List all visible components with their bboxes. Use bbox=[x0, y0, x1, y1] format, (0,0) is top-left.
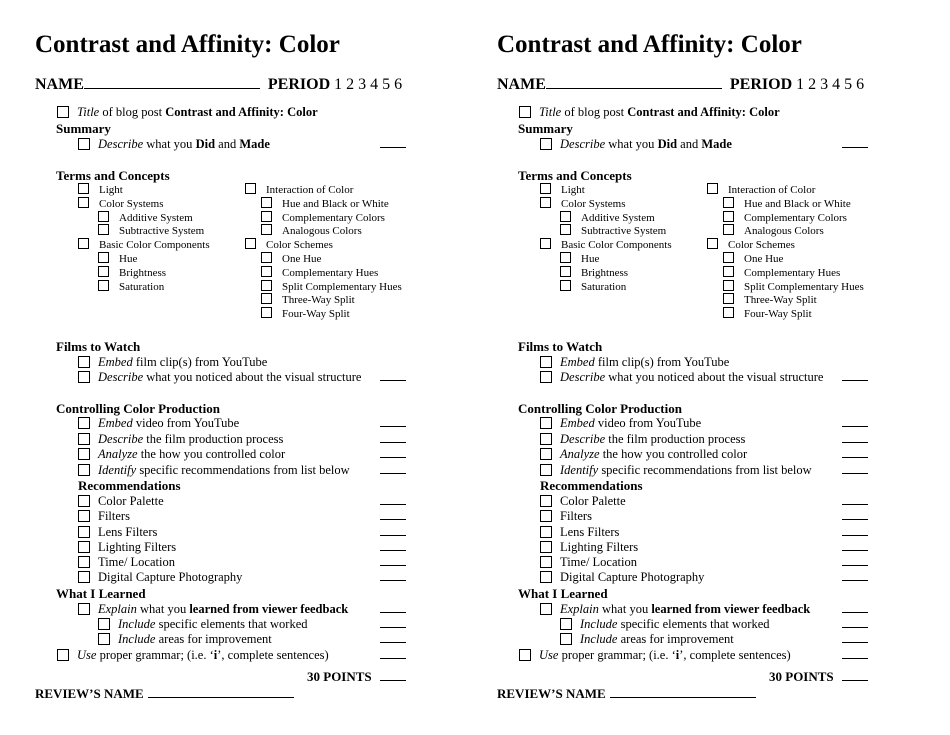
points-total-blank[interactable] bbox=[842, 680, 868, 681]
points-blank[interactable] bbox=[842, 632, 868, 647]
points-blank[interactable] bbox=[380, 137, 406, 152]
checkbox[interactable] bbox=[78, 371, 90, 383]
term-item: Three-Way Split bbox=[261, 293, 355, 306]
points-blank[interactable] bbox=[842, 540, 868, 555]
checkbox[interactable] bbox=[723, 197, 734, 208]
checkbox[interactable] bbox=[98, 211, 109, 222]
recommendation-item: Lighting Filters bbox=[78, 540, 176, 555]
term-item: Brightness bbox=[98, 266, 166, 279]
recommendation-item: Lens Filters bbox=[78, 525, 157, 540]
recommendation-item: Time/ Location bbox=[78, 555, 175, 570]
points-blank[interactable] bbox=[842, 509, 868, 524]
period-label: PERIOD bbox=[729, 76, 793, 93]
checkbox[interactable] bbox=[261, 252, 272, 263]
checkbox[interactable] bbox=[98, 618, 110, 630]
recommendation-item: Lens Filters bbox=[540, 525, 619, 540]
term-item: Color Schemes bbox=[707, 238, 795, 251]
term-item: Complementary Hues bbox=[261, 266, 378, 279]
checkbox[interactable] bbox=[560, 618, 572, 630]
checkbox[interactable] bbox=[707, 238, 718, 249]
controlling-item: Analyze the how you controlled color bbox=[540, 447, 747, 462]
worksheet-2 bbox=[497, 0, 950, 735]
controlling-heading: Controlling Color Production bbox=[518, 401, 682, 416]
recommendations-heading: Recommendations bbox=[540, 478, 643, 493]
controlling-heading: Controlling Color Production bbox=[56, 401, 220, 416]
points-blank[interactable] bbox=[842, 463, 868, 478]
checkbox[interactable] bbox=[78, 448, 90, 460]
checkbox[interactable] bbox=[78, 417, 90, 429]
name-blank[interactable] bbox=[84, 88, 260, 89]
checkbox[interactable] bbox=[540, 197, 551, 208]
points-blank[interactable] bbox=[380, 370, 406, 385]
learned-heading: What I Learned bbox=[56, 586, 146, 601]
points-blank[interactable] bbox=[842, 494, 868, 509]
term-item: Hue bbox=[98, 252, 137, 265]
checkbox[interactable] bbox=[540, 464, 552, 476]
checkbox[interactable] bbox=[540, 138, 552, 150]
checkbox[interactable] bbox=[540, 541, 552, 553]
term-item: Four-Way Split bbox=[261, 307, 350, 320]
grammar-item: Use proper grammar; (i.e. ‘i’, complete sentences) bbox=[519, 648, 791, 663]
include-item: Include areas for improvement bbox=[560, 632, 734, 647]
recommendation-item: Filters bbox=[78, 509, 130, 524]
checkbox[interactable] bbox=[245, 238, 256, 249]
term-item: Complementary Colors bbox=[261, 211, 385, 224]
checkbox[interactable] bbox=[540, 371, 552, 383]
summary-heading: Summary bbox=[518, 121, 573, 136]
term-item: Interaction of Color bbox=[707, 183, 815, 196]
page-title: Contrast and Affinity: Color bbox=[497, 31, 802, 58]
include-item: Include specific elements that worked bbox=[98, 617, 308, 632]
checkbox[interactable] bbox=[723, 280, 734, 291]
recommendation-item: Time/ Location bbox=[540, 555, 637, 570]
blog-title-item: Title of blog post Contrast and Affinity: Color bbox=[57, 105, 318, 120]
term-item: Hue and Black or White bbox=[723, 197, 851, 210]
controlling-item: Describe the film production process bbox=[78, 432, 283, 447]
points-blank[interactable] bbox=[380, 416, 406, 431]
checkbox[interactable] bbox=[78, 197, 89, 208]
checkbox[interactable] bbox=[723, 211, 734, 222]
checkbox[interactable] bbox=[78, 356, 90, 368]
term-item: Color Systems bbox=[540, 197, 625, 210]
summary-item: Describe what you Did and Made bbox=[540, 137, 732, 152]
term-item: Split Complementary Hues bbox=[723, 280, 864, 293]
name-period-line bbox=[497, 76, 864, 94]
points-blank[interactable] bbox=[380, 447, 406, 462]
grammar-item: Use proper grammar; (i.e. ‘i’, complete sentences) bbox=[57, 648, 329, 663]
points-blank[interactable] bbox=[842, 648, 868, 663]
checkbox[interactable] bbox=[540, 495, 552, 507]
explain-item: Explain what you learned from viewer feedback bbox=[540, 602, 810, 617]
term-item: Basic Color Components bbox=[540, 238, 672, 251]
term-item: Color Systems bbox=[78, 197, 163, 210]
term-item: Three-Way Split bbox=[723, 293, 817, 306]
points-blank[interactable] bbox=[842, 525, 868, 540]
film-item: Describe what you noticed about the visual structure bbox=[540, 370, 823, 385]
checkbox[interactable] bbox=[261, 293, 272, 304]
points-blank[interactable] bbox=[380, 555, 406, 570]
checkbox[interactable] bbox=[723, 252, 734, 263]
checkbox[interactable] bbox=[261, 266, 272, 277]
period-options[interactable]: 1 2 3 4 5 6 bbox=[334, 76, 403, 93]
points-blank[interactable] bbox=[842, 617, 868, 632]
name-label: NAME bbox=[497, 76, 546, 93]
checkbox[interactable] bbox=[78, 510, 90, 522]
period-label: PERIOD bbox=[267, 76, 331, 93]
points-blank[interactable] bbox=[380, 617, 406, 632]
name-period-line bbox=[35, 76, 402, 94]
blog-title-item: Title of blog post Contrast and Affinity: Color bbox=[519, 105, 780, 120]
checkbox[interactable] bbox=[560, 633, 572, 645]
checkbox[interactable] bbox=[707, 183, 718, 194]
checkbox[interactable] bbox=[540, 510, 552, 522]
term-item: Split Complementary Hues bbox=[261, 280, 402, 293]
checkbox[interactable] bbox=[245, 183, 256, 194]
checkbox[interactable] bbox=[560, 266, 571, 277]
points-blank[interactable] bbox=[380, 602, 406, 617]
checkbox[interactable] bbox=[540, 417, 552, 429]
include-item: Include specific elements that worked bbox=[560, 617, 770, 632]
films-heading: Films to Watch bbox=[56, 339, 141, 354]
recommendation-item: Color Palette bbox=[78, 494, 164, 509]
worksheet-1 bbox=[35, 0, 497, 735]
term-item: Light bbox=[540, 183, 585, 196]
checkbox[interactable] bbox=[723, 293, 734, 304]
controlling-item: Embed video from YouTube bbox=[78, 416, 239, 431]
controlling-item: Describe the film production process bbox=[540, 432, 745, 447]
points-blank[interactable] bbox=[842, 555, 868, 570]
term-item: Analogous Colors bbox=[723, 224, 824, 237]
period-options[interactable]: 1 2 3 4 5 6 bbox=[796, 76, 865, 93]
reviewer-name-blank[interactable] bbox=[610, 697, 756, 698]
checkbox[interactable] bbox=[261, 307, 272, 318]
term-item: Saturation bbox=[98, 280, 164, 293]
checkbox[interactable] bbox=[519, 649, 531, 661]
points-blank[interactable] bbox=[380, 494, 406, 509]
name-label: NAME bbox=[35, 76, 84, 93]
checkbox[interactable] bbox=[78, 238, 89, 249]
term-item: Saturation bbox=[560, 280, 626, 293]
checkbox[interactable] bbox=[540, 571, 552, 583]
checkbox[interactable] bbox=[540, 433, 552, 445]
term-item: Hue bbox=[560, 252, 599, 265]
points-blank[interactable] bbox=[380, 540, 406, 555]
checkbox[interactable] bbox=[98, 224, 109, 235]
film-item: Embed film clip(s) from YouTube bbox=[540, 355, 729, 370]
checkbox[interactable] bbox=[78, 183, 89, 194]
term-item: Additive System bbox=[98, 211, 193, 224]
recommendation-item: Filters bbox=[540, 509, 592, 524]
points-blank[interactable] bbox=[842, 370, 868, 385]
points-blank[interactable] bbox=[842, 432, 868, 447]
term-item: One Hue bbox=[261, 252, 321, 265]
checkbox[interactable] bbox=[540, 603, 552, 615]
checkbox[interactable] bbox=[98, 252, 109, 263]
checkbox[interactable] bbox=[560, 224, 571, 235]
checkbox[interactable] bbox=[560, 211, 571, 222]
checkbox[interactable] bbox=[78, 495, 90, 507]
checkbox[interactable] bbox=[519, 106, 531, 118]
points-blank[interactable] bbox=[842, 602, 868, 617]
term-item: Subtractive System bbox=[560, 224, 666, 237]
summary-heading: Summary bbox=[56, 121, 111, 136]
controlling-item: Embed video from YouTube bbox=[540, 416, 701, 431]
checkbox[interactable] bbox=[57, 106, 69, 118]
term-item: Four-Way Split bbox=[723, 307, 812, 320]
points-blank[interactable] bbox=[380, 432, 406, 447]
checkbox[interactable] bbox=[261, 211, 272, 222]
include-item: Include areas for improvement bbox=[98, 632, 272, 647]
checkbox[interactable] bbox=[560, 252, 571, 263]
summary-item: Describe what you Did and Made bbox=[78, 137, 270, 152]
controlling-item: Identify specific recommendations from list below bbox=[540, 463, 812, 478]
controlling-item: Analyze the how you controlled color bbox=[78, 447, 285, 462]
recommendation-item: Digital Capture Photography bbox=[540, 570, 704, 585]
checkbox[interactable] bbox=[78, 603, 90, 615]
name-blank[interactable] bbox=[546, 88, 722, 89]
reviewer-name-blank[interactable] bbox=[148, 697, 294, 698]
checkbox[interactable] bbox=[723, 307, 734, 318]
points-blank[interactable] bbox=[842, 570, 868, 585]
checkbox[interactable] bbox=[540, 238, 551, 249]
film-item: Embed film clip(s) from YouTube bbox=[78, 355, 267, 370]
controlling-item: Identify specific recommendations from list below bbox=[78, 463, 350, 478]
term-item: Light bbox=[78, 183, 123, 196]
points-blank[interactable] bbox=[842, 447, 868, 462]
term-item: Hue and Black or White bbox=[261, 197, 389, 210]
reviewer-name-line: REVIEW’S NAME bbox=[497, 686, 756, 702]
checkbox[interactable] bbox=[57, 649, 69, 661]
recommendation-item: Color Palette bbox=[540, 494, 626, 509]
checkbox[interactable] bbox=[98, 633, 110, 645]
film-item: Describe what you noticed about the visual structure bbox=[78, 370, 361, 385]
points-blank[interactable] bbox=[380, 632, 406, 647]
points-blank[interactable] bbox=[380, 509, 406, 524]
term-item: Additive System bbox=[560, 211, 655, 224]
term-item: Complementary Colors bbox=[723, 211, 847, 224]
recommendation-item: Lighting Filters bbox=[540, 540, 638, 555]
checkbox[interactable] bbox=[98, 266, 109, 277]
checkbox[interactable] bbox=[261, 224, 272, 235]
films-heading: Films to Watch bbox=[518, 339, 603, 354]
points-blank[interactable] bbox=[380, 463, 406, 478]
explain-item: Explain what you learned from viewer feedback bbox=[78, 602, 348, 617]
term-item: Analogous Colors bbox=[261, 224, 362, 237]
points-blank[interactable] bbox=[842, 137, 868, 152]
page-title: Contrast and Affinity: Color bbox=[35, 31, 340, 58]
terms-heading: Terms and Concepts bbox=[56, 168, 170, 183]
term-item: Interaction of Color bbox=[245, 183, 353, 196]
term-item: Basic Color Components bbox=[78, 238, 210, 251]
points-blank[interactable] bbox=[380, 648, 406, 663]
checkbox[interactable] bbox=[78, 433, 90, 445]
checkbox[interactable] bbox=[261, 280, 272, 291]
term-item: Brightness bbox=[560, 266, 628, 279]
terms-heading: Terms and Concepts bbox=[518, 168, 632, 183]
checkbox[interactable] bbox=[540, 183, 551, 194]
checkbox[interactable] bbox=[540, 526, 552, 538]
reviewer-name-line: REVIEW’S NAME bbox=[35, 686, 294, 702]
points-blank[interactable] bbox=[380, 570, 406, 585]
checkbox[interactable] bbox=[78, 556, 90, 568]
term-item: Subtractive System bbox=[98, 224, 204, 237]
checkbox[interactable] bbox=[540, 356, 552, 368]
total-points: 30 POINTS bbox=[769, 669, 868, 685]
checkbox[interactable] bbox=[78, 464, 90, 476]
checkbox[interactable] bbox=[540, 556, 552, 568]
checkbox[interactable] bbox=[723, 266, 734, 277]
checkbox[interactable] bbox=[98, 280, 109, 291]
checkbox[interactable] bbox=[560, 280, 571, 291]
checkbox[interactable] bbox=[78, 138, 90, 150]
checkbox[interactable] bbox=[78, 541, 90, 553]
recommendation-item: Digital Capture Photography bbox=[78, 570, 242, 585]
learned-heading: What I Learned bbox=[518, 586, 608, 601]
points-blank[interactable] bbox=[380, 525, 406, 540]
checkbox[interactable] bbox=[723, 224, 734, 235]
checkbox[interactable] bbox=[78, 571, 90, 583]
term-item: One Hue bbox=[723, 252, 783, 265]
checkbox[interactable] bbox=[540, 448, 552, 460]
checkbox[interactable] bbox=[261, 197, 272, 208]
recommendations-heading: Recommendations bbox=[78, 478, 181, 493]
term-item: Color Schemes bbox=[245, 238, 333, 251]
checkbox[interactable] bbox=[78, 526, 90, 538]
total-points: 30 POINTS bbox=[307, 669, 406, 685]
points-total-blank[interactable] bbox=[380, 680, 406, 681]
term-item: Complementary Hues bbox=[723, 266, 840, 279]
points-blank[interactable] bbox=[842, 416, 868, 431]
